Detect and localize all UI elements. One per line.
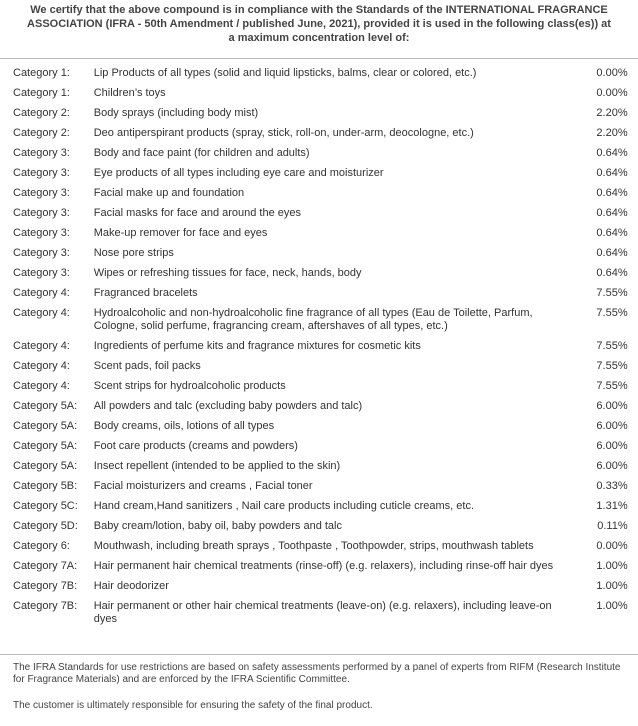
unit-label: % [617, 227, 628, 239]
max-concentration-value: 0.64 [596, 147, 618, 159]
max-concentration-value: 0.00 [596, 540, 618, 552]
category-label: Category 5A: [13, 420, 78, 432]
category-label: Category 6: [13, 540, 70, 552]
max-concentration-value: 0.64 [596, 207, 618, 219]
unit-label: % [617, 127, 628, 139]
max-concentration-value: 7.55 [596, 360, 618, 372]
max-concentration-value: 1.00 [596, 560, 618, 572]
product-description: Hair permanent or other hair chemical treatments (leave-on) (e.g. relaxers), including leave-on dyes [93, 600, 552, 625]
max-concentration-value: 0.64 [596, 247, 618, 259]
table-row [0, 264, 638, 284]
product-description: Lip Products of all types (solid and liquid lipsticks, balms, clear or colored, etc.) [93, 67, 477, 79]
product-description: Children’s toys [93, 87, 166, 99]
unit-label: % [617, 167, 628, 179]
category-label: Category 5B: [13, 480, 78, 492]
category-label: Category 4: [13, 287, 70, 299]
unit-label: % [617, 560, 628, 572]
category-table-body [0, 64, 638, 630]
category-label: Category 4: [13, 380, 70, 392]
max-concentration-value: 6.00 [596, 420, 618, 432]
category-label: Category 1: [13, 87, 70, 99]
product-description: Eye products of all types including eye care and moisturizer [93, 167, 384, 179]
table-row [0, 104, 638, 124]
unit-label: % [617, 460, 628, 472]
table-row [0, 244, 638, 264]
category-label: Category 3: [13, 187, 70, 199]
unit-label: % [617, 500, 628, 512]
category-label: Category 5A: [13, 440, 78, 452]
unit-label: % [617, 480, 628, 492]
table-row [0, 517, 638, 537]
category-label: Category 4: [13, 307, 70, 319]
category-label: Category 3: [13, 207, 70, 219]
product-description: Nose pore strips [93, 247, 174, 259]
max-concentration-value: 6.00 [596, 440, 618, 452]
compliance-statement-line-3: a maximum concentration level of: [228, 32, 410, 44]
max-concentration-value: 0.00 [596, 67, 618, 79]
max-concentration-value: 6.00 [596, 460, 618, 472]
product-description: Wipes or refreshing tissues for face, neck, hands, body [93, 267, 362, 279]
product-description: Scent pads, foil packs [93, 360, 201, 372]
max-concentration-value: 0.33 [596, 480, 618, 492]
category-label: Category 3: [13, 267, 70, 279]
unit-label: % [617, 67, 628, 79]
table-row [0, 124, 638, 144]
max-concentration-value: 1.00 [596, 600, 618, 612]
category-label: Category 3: [13, 227, 70, 239]
footer-responsibility: The customer is ultimately responsible for ensuring the safety of the final product. [13, 700, 373, 711]
table-row [0, 597, 638, 630]
table-row [0, 577, 638, 597]
product-description: Mouthwash, including breath sprays , Toothpaste , Toothpowder, strips, mouthwash tablets [93, 540, 534, 552]
category-label: Category 3: [13, 147, 70, 159]
max-concentration-value: 0.11 [597, 520, 618, 532]
footer-note: The IFRA Standards for use restrictions are based on safety assessments performed by a panel of experts from RIFM (Research Institute for Fragrance Materials) and are enforced by the IFRA Scientific Committee. [13, 662, 621, 685]
compliance-statement-line-1: We certify that the above compound is in compliance with the Standards of the INTERNATIONAL FRAGRANCE [30, 4, 608, 16]
product-description: Facial make up and foundation [93, 187, 245, 199]
product-description: Hand cream,Hand sanitizers , Nail care products including cuticle creams, etc. [93, 500, 475, 512]
category-label: Category 7B: [13, 580, 78, 592]
table-row [0, 164, 638, 184]
footer [13, 662, 628, 726]
max-concentration-value: 0.64 [596, 167, 618, 179]
product-description: Hair permanent hair chemical treatments (rinse-off) (e.g. relaxers), including rinse-off hair dyes [93, 560, 554, 572]
category-label: Category 5C: [13, 500, 78, 512]
unit-label: % [617, 440, 628, 452]
table-row [0, 357, 638, 377]
table-row [0, 457, 638, 477]
category-label: Category 3: [13, 167, 70, 179]
category-label: Category 5A: [13, 400, 78, 412]
max-concentration-value: 2.20 [596, 127, 618, 139]
product-description: All powders and talc (excluding baby powders and talc) [93, 400, 363, 412]
table-row [0, 64, 638, 84]
max-concentration-value: 1.31 [596, 500, 618, 512]
unit-label: % [617, 267, 628, 279]
max-concentration-value: 0.64 [596, 227, 618, 239]
compliance-statement-line-2: ASSOCIATION (IFRA - 50th Amendment / published June, 2021), provided it is used in the following class(es)) at [27, 18, 611, 30]
product-description: Foot care products (creams and powders) [93, 440, 298, 452]
max-concentration-value: 7.55 [596, 380, 618, 392]
max-concentration-value: 7.55 [596, 307, 618, 319]
table-row [0, 284, 638, 304]
table-row [0, 184, 638, 204]
category-label: Category 7B: [13, 600, 78, 612]
compliance-statement [0, 3, 638, 45]
category-label: Category 2: [13, 107, 70, 119]
table-row [0, 437, 638, 457]
unit-label: % [617, 520, 628, 532]
unit-label: % [617, 540, 628, 552]
category-label: Category 1: [13, 67, 70, 79]
table-row [0, 204, 638, 224]
unit-label: % [617, 307, 628, 319]
unit-label: % [617, 420, 628, 432]
category-label: Category 3: [13, 247, 70, 259]
product-description: Insect repellent (intended to be applied to the skin) [93, 460, 341, 472]
table-row [0, 144, 638, 164]
unit-label: % [617, 187, 628, 199]
category-label: Category 4: [13, 360, 70, 372]
category-label: Category 2: [13, 127, 70, 139]
category-label: Category 5D: [13, 520, 78, 532]
table-row [0, 497, 638, 517]
unit-label: % [617, 600, 628, 612]
category-label: Category 7A: [13, 560, 78, 572]
table-row [0, 337, 638, 357]
table-row [0, 477, 638, 497]
divider-top [0, 58, 638, 59]
product-description: Fragranced bracelets [93, 287, 198, 299]
table-row [0, 397, 638, 417]
unit-label: % [617, 580, 628, 592]
max-concentration-value: 7.55 [596, 287, 618, 299]
max-concentration-value: 2.20 [596, 107, 618, 119]
unit-label: % [617, 360, 628, 372]
unit-label: % [617, 380, 628, 392]
product-description: Hair deodorizer [93, 580, 169, 592]
product-description: Facial masks for face and around the eyes [93, 207, 302, 219]
table-row [0, 417, 638, 437]
table-row [0, 557, 638, 577]
product-description: Deo antiperspirant products (spray, stick, roll-on, under-arm, deocologne, etc.) [93, 127, 474, 139]
product-description: Scent strips for hydroalcoholic products [93, 380, 286, 392]
unit-label: % [617, 400, 628, 412]
category-label: Category 5A: [13, 460, 78, 472]
product-description: Ingredients of perfume kits and fragrance mixtures for cosmetic kits [93, 340, 421, 352]
category-label: Category 4: [13, 340, 70, 352]
unit-label: % [617, 87, 628, 99]
product-description: Facial moisturizers and creams , Facial toner [93, 480, 313, 492]
table-row [0, 84, 638, 104]
product-description: Hydroalcoholic and non-hydroalcoholic fine fragrance of all types (Eau de Toilette, Parfum, Cologne, solid perfume, fragrancing cream, aftershaves of all types, etc.) [93, 307, 533, 332]
unit-label: % [617, 340, 628, 352]
max-concentration-value: 0.64 [596, 267, 618, 279]
max-concentration-value: 1.00 [596, 580, 618, 592]
category-table [0, 64, 638, 630]
product-description: Make-up remover for face and eyes [93, 227, 268, 239]
table-row [0, 377, 638, 397]
max-concentration-value: 0.00 [596, 87, 618, 99]
divider-bottom [0, 654, 638, 655]
max-concentration-value: 7.55 [596, 340, 618, 352]
unit-label: % [617, 207, 628, 219]
max-concentration-value: 0.64 [596, 187, 618, 199]
max-concentration-value: 6.00 [596, 400, 618, 412]
table-row [0, 304, 638, 337]
product-description: Body sprays (including body mist) [93, 107, 259, 119]
unit-label: % [617, 107, 628, 119]
unit-label: % [617, 287, 628, 299]
product-description: Baby cream/lotion, baby oil, baby powders and talc [93, 520, 342, 532]
table-row [0, 537, 638, 557]
product-description: Body and face paint (for children and adults) [93, 147, 310, 159]
table-row [0, 224, 638, 244]
unit-label: % [617, 247, 628, 259]
product-description: Body creams, oils, lotions of all types [93, 420, 275, 432]
unit-label: % [617, 147, 628, 159]
